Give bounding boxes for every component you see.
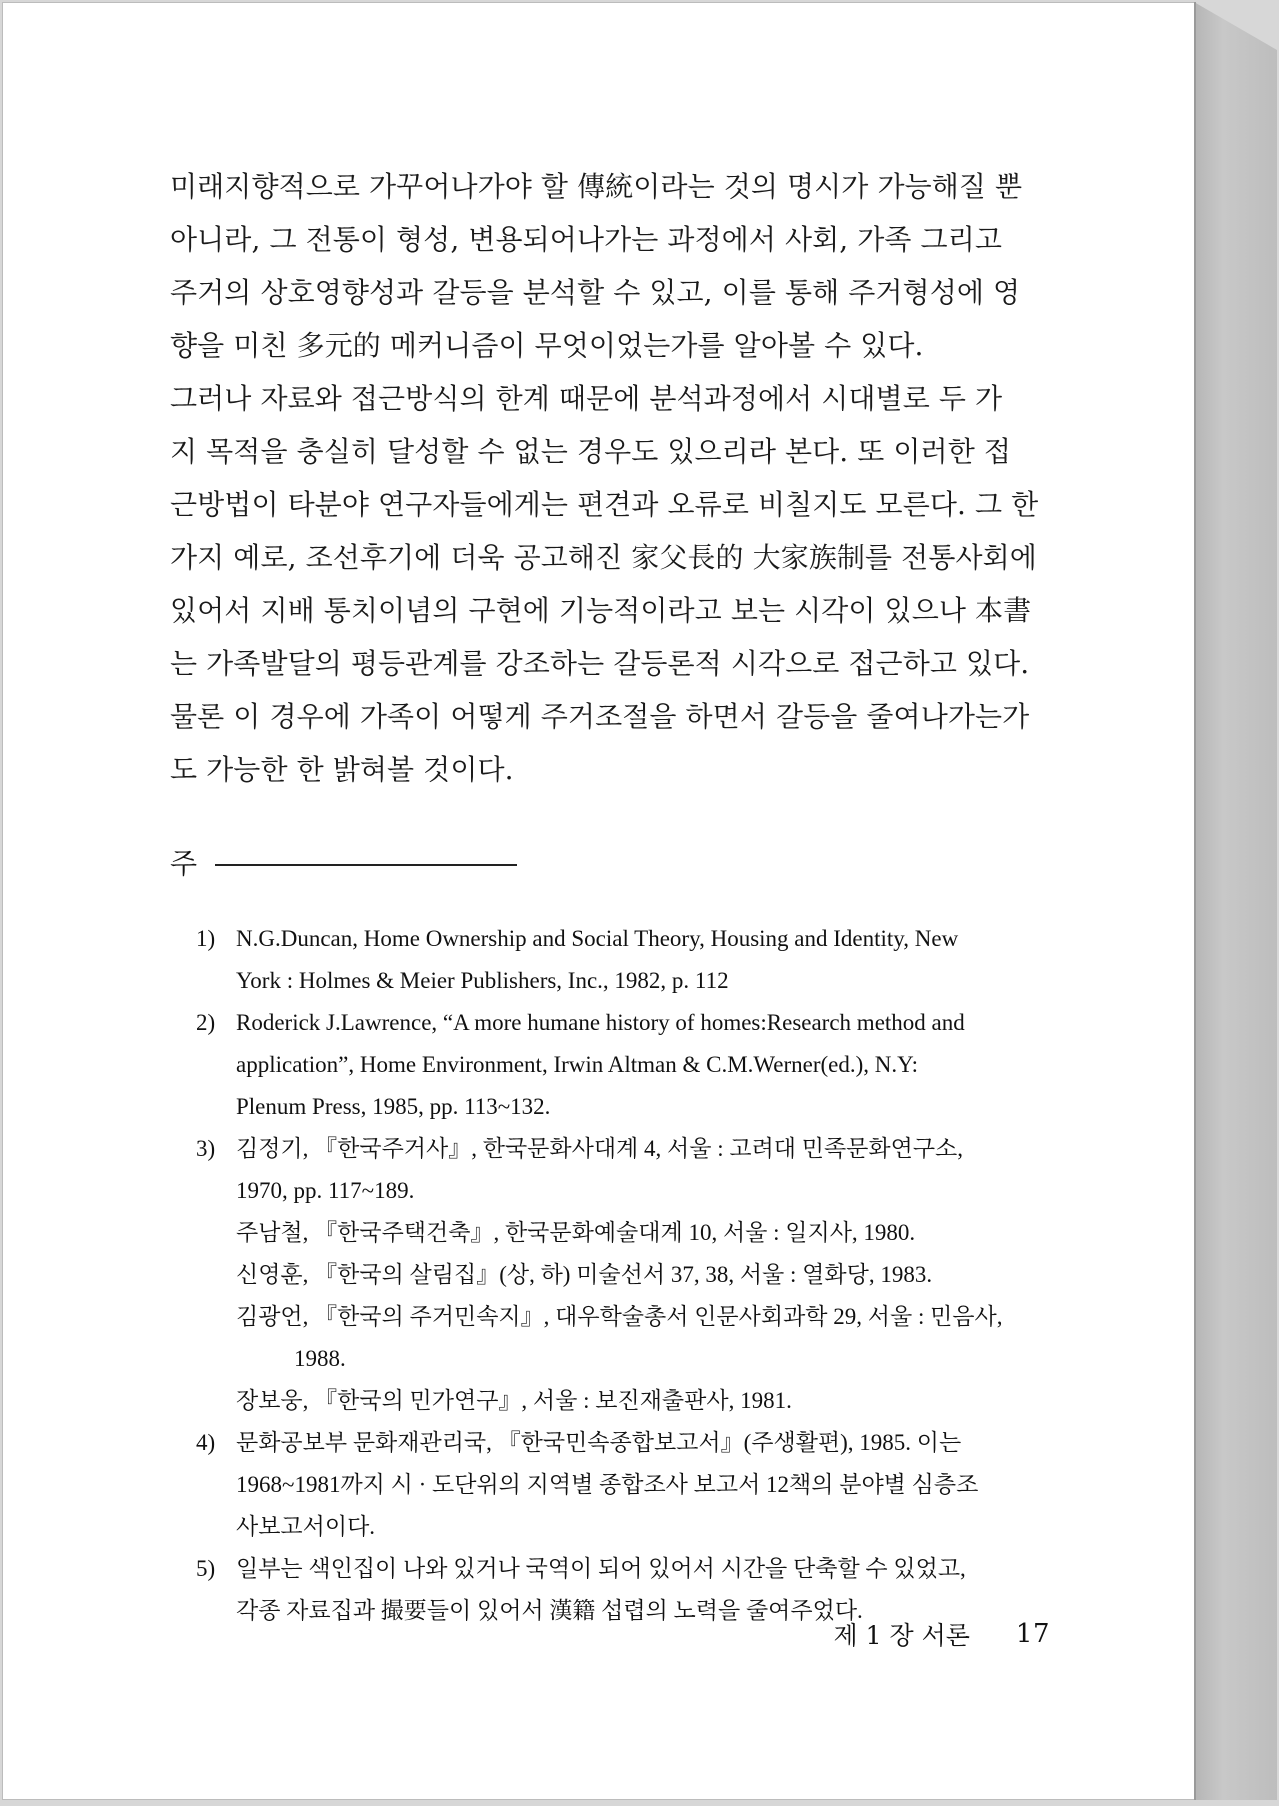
note-number: 4) bbox=[196, 1430, 216, 1455]
note-line: 주남철, 『한국주택건축』, 한국문화예술대계 10, 서울 : 일지사, 1980. bbox=[236, 1220, 916, 1245]
note-item bbox=[196, 918, 1078, 1002]
note-number: 1) bbox=[196, 926, 216, 951]
note-line: Plenum Press, 1985, pp. 113~132. bbox=[236, 1094, 551, 1119]
note-number: 2) bbox=[196, 1010, 216, 1035]
chapter-title: 제 1 장 서론 bbox=[833, 1621, 970, 1650]
note-line: 장보웅, 『한국의 민가연구』, 서울 : 보진재출판사, 1981. bbox=[236, 1388, 792, 1413]
notes-divider bbox=[215, 864, 517, 866]
body-line: 가지 예로, 조선후기에 더욱 공고해진 家父長的 大家族制를 전통사회에 bbox=[170, 541, 1037, 574]
notes-heading bbox=[170, 847, 517, 880]
note-line: 1988. bbox=[294, 1346, 346, 1371]
page-footer bbox=[800, 1614, 1050, 1654]
note-line: N.G.Duncan, Home Ownership and Social Theory, Housing and Identity, New bbox=[236, 926, 959, 951]
note-line: 1968~1981까지 시 · 도단위의 지역별 종합조사 보고서 12책의 분야별 심층조 bbox=[236, 1472, 979, 1497]
note-body bbox=[236, 918, 1078, 1002]
note-line: Roderick J.Lawrence, “A more humane history of homes:Research method and bbox=[236, 1010, 965, 1035]
note-line: 사보고서이다. bbox=[236, 1514, 376, 1539]
note-number: 5) bbox=[196, 1556, 216, 1581]
body-line: 향을 미친 多元的 메커니즘이 무엇이었는가를 알아볼 수 있다. bbox=[170, 329, 924, 362]
body-line: 는 가족발달의 평등관계를 강조하는 갈등론적 시각으로 접근하고 있다. bbox=[170, 647, 1030, 680]
endnotes-list bbox=[196, 918, 1078, 1632]
body-line: 지 목적을 충실히 달성할 수 없는 경우도 있으리라 본다. 또 이러한 접 bbox=[170, 435, 1012, 468]
body-line: 그러나 자료와 접근방식의 한계 때문에 분석과정에서 시대별로 두 가 bbox=[170, 382, 1003, 415]
page-number: 17 bbox=[1015, 1619, 1050, 1649]
note-number: 3) bbox=[196, 1136, 216, 1161]
note-line: 김광언, 『한국의 주거민속지』, 대우학술총서 인문사회과학 29, 서울 : 민음사, bbox=[236, 1304, 1003, 1329]
note-line: 신영훈, 『한국의 살림집』(상, 하) 미술선서 37, 38, 서울 : 열화당, 1983. bbox=[236, 1262, 933, 1287]
body-line: 있어서 지배 통치이념의 구현에 기능적이라고 보는 시각이 있으나 本書 bbox=[170, 594, 1032, 627]
page-fold-edge bbox=[1194, 2, 1196, 1800]
note-body bbox=[236, 1128, 1078, 1422]
note-line: 1970, pp. 117~189. bbox=[236, 1178, 415, 1203]
note-item bbox=[196, 1422, 1078, 1548]
body-paragraphs bbox=[170, 160, 1080, 796]
note-line: 문화공보부 문화재관리국, 『한국민속종합보고서』(주생활편), 1985. 이는 bbox=[236, 1430, 962, 1455]
notes-label: 주 bbox=[170, 847, 198, 880]
note-body bbox=[236, 1002, 1078, 1128]
body-line: 미래지향적으로 가꾸어나가야 할 傳統이라는 것의 명시가 가능해질 뿐 bbox=[170, 170, 1023, 203]
note-body bbox=[236, 1422, 1078, 1548]
main-text-block bbox=[170, 160, 1080, 796]
note-line: 일부는 색인집이 나와 있거나 국역이 되어 있어서 시간을 단축할 수 있었고, bbox=[236, 1556, 966, 1581]
note-item bbox=[196, 1128, 1078, 1422]
body-line: 물론 이 경우에 가족이 어떻게 주거조절을 하면서 갈등을 줄여나가는가 bbox=[170, 700, 1030, 733]
body-line: 주거의 상호영향성과 갈등을 분석할 수 있고, 이를 통해 주거형성에 영 bbox=[170, 276, 1021, 309]
note-line: application”, Home Environment, Irwin Altman & C.M.Werner(ed.), N.Y: bbox=[236, 1052, 919, 1077]
page-fold bbox=[1194, 2, 1277, 1800]
note-line: 각종 자료집과 撮要들이 있어서 漢籍 섭렵의 노력을 줄여주었다. bbox=[236, 1598, 863, 1623]
body-line: 아니라, 그 전통이 형성, 변용되어나가는 과정에서 사회, 가족 그리고 bbox=[170, 223, 1003, 256]
note-line: 김정기, 『한국주거사』, 한국문화사대계 4, 서울 : 고려대 민족문화연구소, bbox=[236, 1136, 964, 1161]
note-line: York : Holmes & Meier Publishers, Inc., 1982, p. 112 bbox=[236, 968, 729, 993]
body-line: 근방법이 타분야 연구자들에게는 편견과 오류로 비칠지도 모른다. 그 한 bbox=[170, 488, 1039, 521]
note-item bbox=[196, 1002, 1078, 1128]
body-line: 도 가능한 한 밝혀볼 것이다. bbox=[170, 753, 514, 786]
